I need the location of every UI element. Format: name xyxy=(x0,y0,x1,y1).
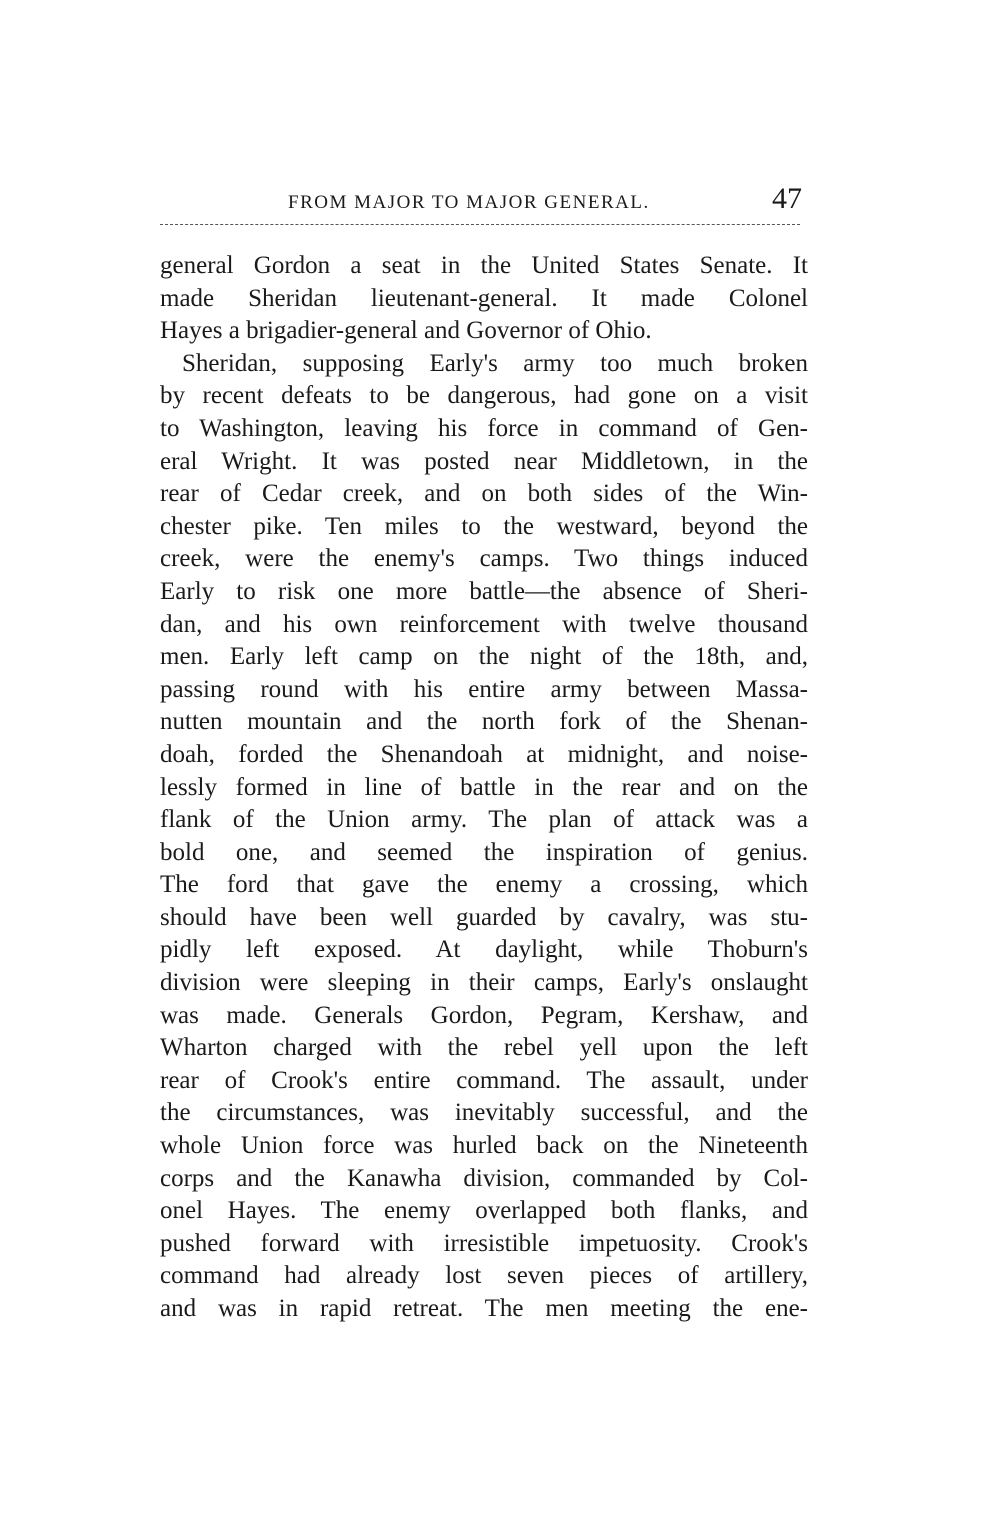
page-number: 47 xyxy=(772,182,802,215)
text-line: made Sheridan lieutenant-general. It made Colonel xyxy=(160,284,808,312)
text-line: command had already lost seven pieces of artillery, xyxy=(160,1262,808,1290)
text-line: Early to risk one more battle—the absence of Sheri- xyxy=(160,577,808,605)
text-line: Sheridan, supposing Early's army too much broken xyxy=(182,349,808,377)
text-line: bold one, and seemed the inspiration of genius. xyxy=(160,838,808,866)
text-line: the circumstances, was inevitably successful, and the xyxy=(160,1099,808,1127)
text-line: and was in rapid retreat. The men meeting the ene- xyxy=(160,1295,808,1322)
running-head xyxy=(160,182,810,222)
text-line: to Washington, leaving his force in command of Gen- xyxy=(160,414,808,442)
text-line: was made. Generals Gordon, Pegram, Kershaw, and xyxy=(160,1001,808,1029)
text-line: whole Union force was hurled back on the Nineteenth xyxy=(160,1132,808,1160)
text-line: pidly left exposed. At daylight, while Thoburn's xyxy=(160,936,808,964)
text-line: flank of the Union army. The plan of attack was a xyxy=(160,806,808,834)
text-line: chester pike. Ten miles to the westward, beyond the xyxy=(160,512,808,540)
text-line: creek, were the enemy's camps. Two things induced xyxy=(160,545,808,573)
text-line: pushed forward with irresistible impetuosity. Crook's xyxy=(160,1229,808,1257)
text-line: doah, forded the Shenandoah at midnight, and noise- xyxy=(160,740,808,768)
text-line: onel Hayes. The enemy overlapped both flanks, and xyxy=(160,1197,808,1225)
text-line: rear of Cedar creek, and on both sides of the Win- xyxy=(160,480,808,508)
header-rule xyxy=(160,224,800,225)
text-line: men. Early left camp on the night of the 18th, and, xyxy=(160,643,808,671)
text-line: division were sleeping in their camps, Early's onslaught xyxy=(160,969,808,997)
text-line: Wharton charged with the rebel yell upon the left xyxy=(160,1034,808,1062)
text-line: nutten mountain and the north fork of the Shenan- xyxy=(160,708,808,736)
text-line: The ford that gave the enemy a crossing, which xyxy=(160,871,808,899)
text-line: corps and the Kanawha division, commanded by Col- xyxy=(160,1164,808,1192)
text-line: by recent defeats to be dangerous, had gone on a visit xyxy=(160,382,808,410)
text-line: passing round with his entire army between Massa- xyxy=(160,675,808,703)
text-line: dan, and his own reinforcement with twelve thousand xyxy=(160,610,808,638)
body-text xyxy=(160,250,808,1326)
text-line: eral Wright. It was posted near Middletown, in the xyxy=(160,447,808,475)
text-line: lessly formed in line of battle in the rear and on the xyxy=(160,773,808,801)
text-line: Hayes a brigadier-general and Governor of Ohio. xyxy=(160,317,652,345)
text-line: general Gordon a seat in the United States Senate. It xyxy=(160,252,808,279)
text-line: rear of Crook's entire command. The assault, under xyxy=(160,1066,808,1094)
running-head-title: FROM MAJOR TO MAJOR GENERAL. xyxy=(288,192,650,213)
text-line: should have been well guarded by cavalry, was stu- xyxy=(160,903,808,931)
